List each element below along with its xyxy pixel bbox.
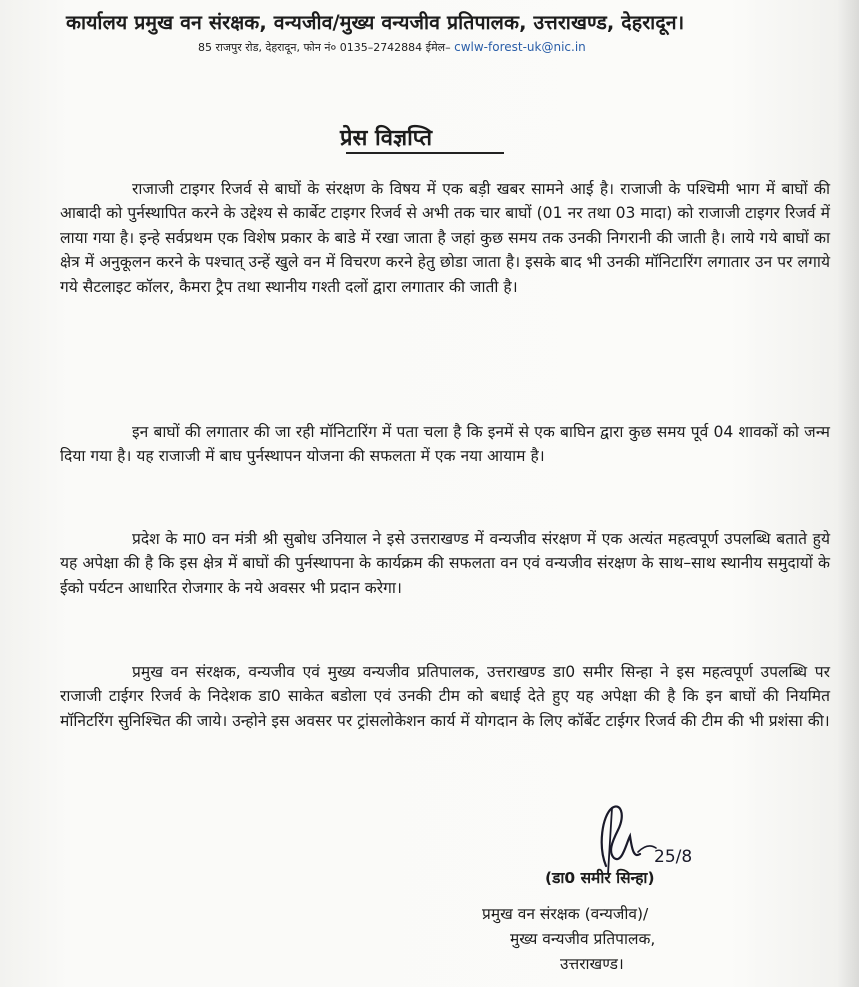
paragraph-2-text: इन बाघों की लगातार की जा रही मॉनिटारिंग में पता चला है कि इनमें से एक बाघिन द्वारा कुछ समय पूर्व 04 शावकों को जन्म दिया गया है। यह राजाजी में बाघ पुर्नस्थापन योजना की सफलता में एक नया आयाम है। xyxy=(60,423,830,466)
paragraph-3-text: प्रदेश के मा0 वन मंत्री श्री सुबोध उनियाल ने इसे उत्तराखण्ड में वन्यजीव संरक्षण में एक अत्यंत महत्वपूर्ण उपलब्धि बताते हुये यह अपेक्षा की है कि इस क्षेत्र में बाघों की पुर्नस्थापना के कार्यक्रम की सफलता वन एवं वन्यजीव संरक्षण के साथ–साथ स्थानीय समुदायों के ईको पर्यटन आधारित रोजगार के नये अवसर भी प्रदान करेगा। xyxy=(60,530,830,597)
page-edge-shadow xyxy=(837,0,859,987)
paragraph-4-text: प्रमुख वन संरक्षक, वन्यजीव एवं मुख्य वन्यजीव प्रतिपालक, उत्तराखण्ड डा0 समीर सिन्हा ने इस महत्वपूर्ण उपलब्धि पर राजाजी टाईगर रिजर्व के निदेशक डा0 साकेत बडोला एवं उनकी टीम को बधाई देते हुए यह अपेक्षा की है कि इन बाघों की नियमित मॉनिटरिंग सुनिश्चित की जाये। उन्होने इस अवसर पर ट्रांसलोकेशन कार्य में योगदान के लिए कॉर्बेट टाईगर रिजर्व की टीम की भी प्रशंसा की। xyxy=(60,663,830,730)
signature-date-mark: 25/8 xyxy=(654,847,693,867)
paragraph-2 xyxy=(60,420,830,469)
signatory-designation-1: प्रमुख वन संरक्षक (वन्यजीव)/ xyxy=(482,905,649,923)
office-email: cwlw-forest-uk@nic.in xyxy=(454,40,586,54)
signatory-designation-3: उत्तराखण्ड। xyxy=(560,955,624,973)
heading-underline xyxy=(346,152,504,154)
office-address: 85 राजपुर रोड, देहरादून, फोन नं० 0135–2742884 ईमेल– xyxy=(198,41,451,54)
office-header-title: कार्यालय प्रमुख वन संरक्षक, वन्यजीव/मुख्य वन्यजीव प्रतिपालक, उत्तराखण्ड, देहरादून। xyxy=(66,11,685,34)
signatory-designation-2: मुख्य वन्यजीव प्रतिपालक, xyxy=(510,930,656,948)
paragraph-3 xyxy=(60,527,830,600)
paragraph-1-text: राजाजी टाइगर रिजर्व से बाघों के संरक्षण के विषय में एक बड़ी खबर सामने आई है। राजाजी के पश्चिमी भाग में बाघों की आबादी को पुर्नस्थापित करने के उद्देश्य से कार्बेट टाइगर रिजर्व से अभी तक चार बाघों (01 नर तथा 03 मादा) को राजाजी टाइगर रिजर्व में लाया गया है। इन्हे सर्वप्रथम एक विशेष प्रकार के बाडे में रखा जाता है जहां कुछ समय तक उनकी निगरानी की जाती है। लाये गये बाघों का क्षेत्र में अनुकूलन करने के पश्चात् उन्हें खुले वन में विचरण करने हेतु छोडा जाता है। इसके बाद भी उनकी मॉनिटारिंग लगातार उन पर लगाये गये सैटलाइट कॉलर, कैमरा ट्रैप तथा स्थानीय गश्ती दलों द्वारा लगातार की जाती है। xyxy=(60,180,830,296)
office-header-contact xyxy=(198,40,718,55)
paragraph-1 xyxy=(60,177,830,299)
press-release-heading: प्रेस विज्ञप्ति xyxy=(340,126,433,151)
paragraph-4 xyxy=(60,660,830,733)
signatory-name: (डा0 समीर सिन्हा) xyxy=(545,869,655,887)
